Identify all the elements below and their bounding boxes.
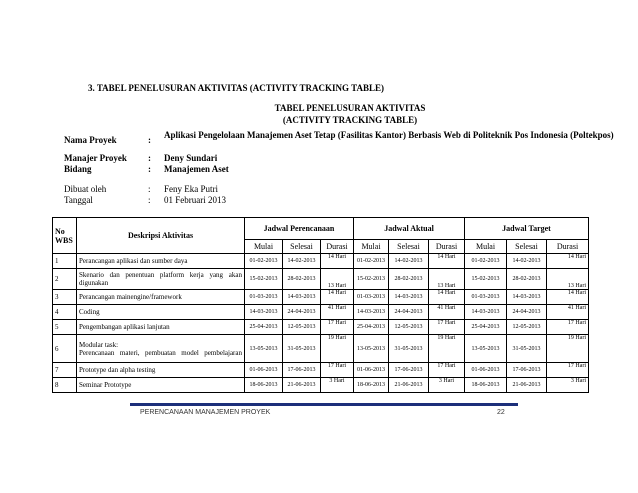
page-number: 22 (497, 409, 505, 416)
cell-planned-end: 17-06-2013 (283, 363, 321, 378)
cell-planned-duration: 3 Hari (321, 378, 354, 393)
cell-actual-start: 15-02-2013 (354, 269, 389, 290)
cell-planned-start: 01-06-2013 (245, 363, 283, 378)
header-start: Mulai (354, 240, 389, 254)
colon: : (148, 153, 151, 163)
header-description: Deskripsi Aktivitas (77, 218, 245, 254)
table-row (53, 269, 589, 290)
cell-target-end: 21-06-2013 (507, 378, 547, 393)
cell-target-end: 31-05-2013 (507, 335, 547, 363)
colon: : (148, 184, 151, 194)
cell-actual-end: 14-03-2013 (389, 290, 429, 305)
cell-planned-end: 12-05-2013 (283, 320, 321, 335)
cell-description: Seminar Prototype (77, 378, 245, 393)
cell-planned-start: 01-03-2013 (245, 290, 283, 305)
project-name-row (64, 131, 634, 153)
cell-no: 7 (53, 363, 77, 378)
field-label: Bidang (64, 164, 92, 174)
cell-actual-end: 14-02-2013 (389, 254, 429, 269)
cell-actual-start: 14-03-2013 (354, 305, 389, 320)
table-row (53, 254, 589, 269)
cell-actual-start: 01-02-2013 (354, 254, 389, 269)
cell-actual-end: 12-05-2013 (389, 320, 429, 335)
cell-actual-duration: 13 Hari (429, 269, 465, 290)
header-end: Selesai (389, 240, 429, 254)
field-value: Manajemen Aset (164, 164, 229, 174)
cell-planned-end: 14-02-2013 (283, 254, 321, 269)
cell-target-duration: 19 Hari (547, 335, 589, 363)
cell-description: Prototype dan alpha testing (77, 363, 245, 378)
cell-target-end: 28-02-2013 (507, 269, 547, 290)
cell-planned-duration: 13 Hari (321, 269, 354, 290)
header-start: Mulai (465, 240, 507, 254)
cell-actual-end: 28-02-2013 (389, 269, 429, 290)
cell-target-start: 14-03-2013 (465, 305, 507, 320)
footer-divider (130, 403, 518, 406)
cell-planned-duration: 19 Hari (321, 335, 354, 363)
footer-text: PERENCANAAN MANAJEMEN PROYEK (140, 409, 271, 416)
cell-no: 2 (53, 269, 77, 290)
cell-actual-duration: 14 Hari (429, 290, 465, 305)
cell-description (77, 335, 245, 363)
cell-planned-duration: 17 Hari (321, 320, 354, 335)
cell-planned-duration: 14 Hari (321, 290, 354, 305)
cell-target-duration: 14 Hari (547, 290, 589, 305)
cell-target-duration: 17 Hari (547, 363, 589, 378)
cell-actual-start: 25-04-2013 (354, 320, 389, 335)
table-row (53, 320, 589, 335)
cell-description-line2: Perencanaan materi, pembuatan model pembelajaran (79, 348, 242, 357)
cell-target-end: 12-05-2013 (507, 320, 547, 335)
table-row (53, 363, 589, 378)
cell-target-start: 13-05-2013 (465, 335, 507, 363)
cell-actual-duration: 19 Hari (429, 335, 465, 363)
cell-planned-duration: 14 Hari (321, 254, 354, 269)
cell-actual-duration: 17 Hari (429, 320, 465, 335)
date-row (64, 195, 634, 206)
cell-target-end: 14-03-2013 (507, 290, 547, 305)
cell-actual-end: 17-06-2013 (389, 363, 429, 378)
cell-planned-duration: 17 Hari (321, 363, 354, 378)
cell-planned-start: 18-06-2013 (245, 378, 283, 393)
header-duration: Durasi (321, 240, 354, 254)
table-title-line2: (ACTIVITY TRACKING TABLE) (282, 115, 418, 125)
manager-value: Deny Sundari (164, 153, 218, 163)
cell-actual-end: 31-05-2013 (389, 335, 429, 363)
cell-target-duration: 3 Hari (547, 378, 589, 393)
cell-description: Perancangan mainengine/framework (77, 290, 245, 305)
cell-target-end: 14-02-2013 (507, 254, 547, 269)
header-duration: Durasi (429, 240, 465, 254)
table-row (53, 335, 589, 363)
cell-planned-start: 13-05-2013 (245, 335, 283, 363)
cell-actual-end: 24-04-2013 (389, 305, 429, 320)
cell-target-start: 01-02-2013 (465, 254, 507, 269)
author-label: Dibuat oleh (64, 184, 107, 194)
cell-description: Coding (77, 305, 245, 320)
field-row (64, 164, 634, 175)
header-end: Selesai (283, 240, 321, 254)
cell-planned-start: 15-02-2013 (245, 269, 283, 290)
header-planned-schedule: Jadwal Perencanaan (245, 218, 354, 240)
header-start: Mulai (245, 240, 283, 254)
cell-actual-duration: 3 Hari (429, 378, 465, 393)
author-value: Feny Eka Putri (164, 184, 218, 194)
table-row (53, 378, 589, 393)
cell-planned-start: 01-02-2013 (245, 254, 283, 269)
header-actual-schedule: Jadwal Aktual (354, 218, 465, 240)
cell-actual-duration: 41 Hari (429, 305, 465, 320)
cell-planned-end: 28-02-2013 (283, 269, 321, 290)
colon: : (148, 195, 151, 205)
header-target-schedule: Jadwal Target (465, 218, 589, 240)
manager-label: Manajer Proyek (64, 153, 127, 163)
date-value: 01 Februari 2013 (164, 195, 226, 205)
cell-planned-start: 25-04-2013 (245, 320, 283, 335)
table-title-line1: TABEL PENELUSURAN AKTIVITAS (274, 103, 426, 113)
cell-target-start: 18-06-2013 (465, 378, 507, 393)
project-name-value: Aplikasi Pengelolaan Manajemen Aset Tetap (Fasilitas Kantor) Berbasis Web di Politeknik Pos Indonesia (Poltekpos) (164, 130, 614, 140)
header-end: Selesai (507, 240, 547, 254)
cell-no: 5 (53, 320, 77, 335)
cell-target-duration: 13 Hari (547, 269, 589, 290)
table-title (240, 102, 460, 126)
project-name-label: Nama Proyek (64, 135, 117, 145)
cell-actual-start: 13-05-2013 (354, 335, 389, 363)
cell-actual-start: 01-03-2013 (354, 290, 389, 305)
cell-target-end: 24-04-2013 (507, 305, 547, 320)
cell-actual-duration: 17 Hari (429, 363, 465, 378)
cell-description: Pengembangan aplikasi lanjutan (77, 320, 245, 335)
cell-planned-end: 21-06-2013 (283, 378, 321, 393)
header-duration: Durasi (547, 240, 589, 254)
cell-target-start: 15-02-2013 (465, 269, 507, 290)
cell-planned-end: 24-04-2013 (283, 305, 321, 320)
cell-description-line1: Modular task: (79, 340, 119, 349)
cell-target-duration: 14 Hari (547, 254, 589, 269)
colon: : (148, 135, 151, 145)
section-heading: 3. TABEL PENELUSURAN AKTIVITAS (ACTIVITY TRACKING TABLE) (88, 83, 384, 93)
cell-no: 1 (53, 254, 77, 269)
cell-target-start: 25-04-2013 (465, 320, 507, 335)
manager-row (64, 153, 634, 164)
cell-planned-end: 31-05-2013 (283, 335, 321, 363)
table-row (53, 305, 589, 320)
cell-target-end: 17-06-2013 (507, 363, 547, 378)
author-row (64, 184, 634, 195)
cell-actual-end: 21-06-2013 (389, 378, 429, 393)
cell-no: 6 (53, 335, 77, 363)
cell-planned-duration: 41 Hari (321, 305, 354, 320)
cell-actual-duration: 14 Hari (429, 254, 465, 269)
cell-target-start: 01-06-2013 (465, 363, 507, 378)
cell-actual-start: 18-06-2013 (354, 378, 389, 393)
table-row (53, 290, 589, 305)
cell-no: 4 (53, 305, 77, 320)
cell-description: Perancangan aplikasi dan sumber daya (77, 254, 245, 269)
cell-target-start: 01-03-2013 (465, 290, 507, 305)
cell-actual-start: 01-06-2013 (354, 363, 389, 378)
cell-description: Skenario dan penentuan platform kerja yang akan digunakan (77, 269, 245, 290)
cell-no: 3 (53, 290, 77, 305)
cell-planned-end: 14-03-2013 (283, 290, 321, 305)
date-label: Tanggal (64, 195, 93, 205)
cell-target-duration: 41 Hari (547, 305, 589, 320)
cell-no: 8 (53, 378, 77, 393)
colon: : (148, 164, 151, 174)
header-no-wbs: No WBS (53, 218, 77, 254)
cell-target-duration: 17 Hari (547, 320, 589, 335)
activity-tracking-table (52, 217, 589, 393)
cell-planned-start: 14-03-2013 (245, 305, 283, 320)
